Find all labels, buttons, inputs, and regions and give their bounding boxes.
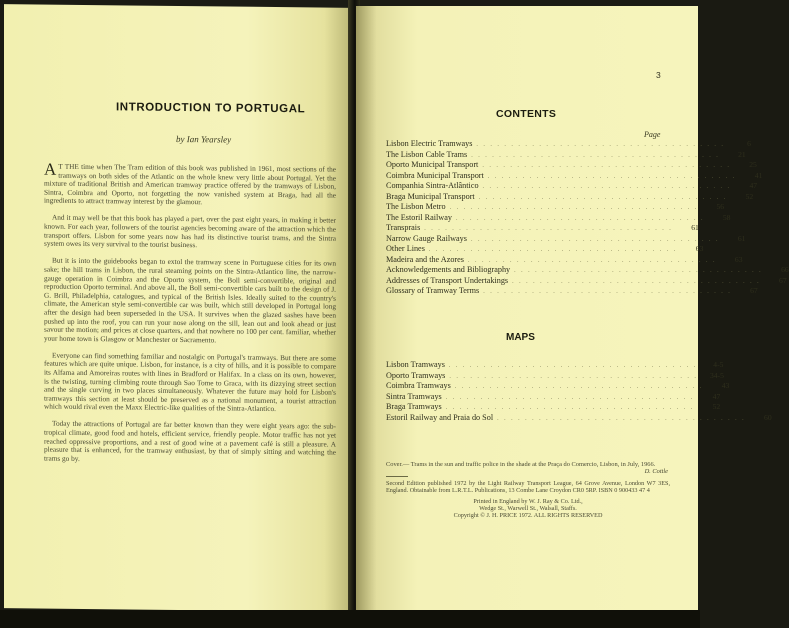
intro-title: INTRODUCTION TO PORTUGAL (116, 101, 306, 116)
maps-entry-label: Braga Tramways (386, 402, 442, 411)
leader-dots: . . . . . . . . . . . . . . . . . . . . . . . . . . . . . . . . . . . . (512, 278, 761, 285)
paragraph: But it is into the guidebooks began to extol the tramway scene in Portuguese cities for its own sake; the hill trams in Lisbon, the rural steaming points on the Sintra-Atlantico line, the narrow-gauge operation in Coimbra and the Oporto system, the Boll semi-convertible, original and reproduction Oporto terminal. And above all, the Boll semi-convertible cars built to the design of J. G. Brill, Philadelphia, catalogues, and typical of the British Isles. Ideally suited to the country's climate, the American style semi-convertible car was built, which still developed in Portugal long after the design had been superseded in the USA. It survives when the glazed sashes have been pushed up into the roof, you can run your nose along on the sill, lean out and look ahead or just savour the motion; and prices at close quarters, and that nowhere no 100 per cent. familiar, whether your home town is Glasgow or Manchester or Sacramento. (44, 256, 336, 345)
contents-entry-label: Narrow Gauge Railways (386, 233, 467, 243)
contents-entry (386, 191, 754, 203)
background-edge (0, 610, 700, 628)
contents-entry (386, 160, 757, 171)
intro-body (44, 159, 336, 475)
contents-list (386, 139, 789, 297)
contents-entry-label: Lisbon Electric Tramways (386, 139, 473, 148)
divider (386, 476, 408, 477)
maps-entry-page: 43 (721, 381, 730, 390)
maps-entry-page: 60 (764, 412, 772, 422)
leader-dots: . . . . . . . . . . . . . . . . . . . . . . . . . . . . . . . . . . . . (497, 415, 746, 422)
contents-entry (386, 233, 746, 245)
contents-entry-label: Braga Municipal Transport (386, 191, 475, 201)
left-page (4, 4, 352, 612)
page-number: 3 (656, 70, 661, 80)
imprint: Second Edition published 1972 by the Light Railway Transport League, 64 Grove Avenue, London W7 3ES, England. Obtainable from L.R.T.L. Publications, 13 Combe Lane Croydon CR0 5RP. ISBN 0 900433 47 4 (386, 480, 670, 495)
paragraph: And it may well be that this book has played a part, over the past eight years, in making it better known. For each year, followers of the tourist agencies becoming aware of the attraction which the transport offers. Lisbon for some years now has had its distinctive tourist trams, and the Sintra system owes its very survival to the tourist business. (44, 213, 336, 250)
maps-entry (386, 412, 772, 424)
maps-entry-label: Coimbra Tramways (386, 381, 451, 390)
contents-entry-label: Oporto Municipal Transport (386, 160, 479, 169)
contents-entry-page: 25 (749, 160, 757, 169)
contents-entry (386, 223, 699, 234)
cover-note: Cover.— Trams in the sun and traffic police in the shade at the Praça do Comercio, Lisbon, in July, 1966. (386, 461, 656, 468)
leader-dots: . . . . . . . . . . . . . . . . . . . . . . . . . . . . . . . . . . . . (487, 173, 737, 180)
contents-entry-page: 41 (754, 170, 763, 180)
contents-entry-label: Madeira and the Azores (386, 254, 464, 264)
paragraph: Everyone can find something familiar and nostalgic on Portugal's tramways. But there are some features which are quite unique. Lisbon, for instance, is a city of hills, and it is possible to compare its Alfama and Amoreiras routes with lines in Bradford or Halifax. In a class on its own, however, is the twisting, turning climbing route through Sao Tome to Graca, with its dizzying street section and the single curving in two places simultaneously. Whatever the future may hold for Lisbon's tramways this section at least should be preserved as a national monument, a tourist attraction which would rival even the Maxx Electric-like qualities of the Sintra-Atlantico. (44, 350, 336, 414)
leader-dots: . . . . . . . . . . . . . . . . . . . . . . . . . . . . . . . . . . . . (428, 247, 678, 253)
contents-entry-label: The Lisbon Metro (386, 202, 446, 211)
paragraph: Today the attractions of Portugal are far better known than they were eight years ago: the sub-tropical climate, good food and hotels, efficient service, friendly people. Motor traffic has not yet reached oppressive proportions, and a rest of good wine at a pavement café is still a pleasure. A pleasure that is enhanced, for the tramway enthusiast, by that of simply sitting and watching the trams go by. (44, 419, 336, 463)
contents-entry-label: Transprais (386, 223, 421, 232)
contents-entry (386, 265, 789, 276)
contents-entry-page: 47 (749, 181, 758, 190)
maps-list (386, 360, 772, 423)
maps-entry (386, 381, 730, 392)
leader-dots: . . . . . . . . . . . . . . . . . . . . . . . . . . . . . . . . . . . . (454, 384, 704, 390)
contents-entry-page: 61 (737, 233, 746, 243)
leader-dots: . . . . . . . . . . . . . . . . . . . . . . . . . . . . . . . . . . . . (448, 363, 698, 369)
maps-entry-label: Sintra Tramways (386, 391, 442, 401)
contents-entry-label: Coimbra Municipal Transport (386, 170, 484, 180)
contents-entry (386, 275, 787, 287)
maps-entry (386, 391, 721, 403)
maps-entry-label: Lisbon Tramways (386, 360, 445, 369)
contents-entry (386, 286, 758, 297)
contents-entry-label: Addresses of Transport Undertakings (386, 275, 509, 285)
leader-dots: . . . . . . . . . . . . . . . . . . . . . . . . . . . . . . . . . . . . (455, 215, 705, 222)
printer-info (386, 498, 670, 513)
contents-entry (386, 149, 746, 161)
contents-title: CONTENTS (496, 108, 557, 120)
cover-caption (386, 461, 668, 476)
byline: by Ian Yearsley (176, 133, 232, 145)
contents-entry-label: The Estoril Railway (386, 212, 452, 222)
contents-entry-label: Glossary of Tramway Terms (386, 286, 480, 295)
maps-title: MAPS (506, 332, 535, 343)
leader-dots: . . . . . . . . . . . . . . . . . . . . . . . . . . . . . . . . . . . . (514, 268, 763, 274)
contents-entry (386, 202, 725, 213)
leader-dots: . . . . . . . . . . . . . . . . . . . . . . . . . . . . . . . . . . . . (449, 373, 698, 380)
leader-dots: . . . . . . . . . . . . . . . . . . . . . . . . . . . . . . . . . . . . (482, 184, 732, 190)
leader-dots: . . . . . . . . . . . . . . . . . . . . . . . . . . . . . . . . . . . . (449, 205, 699, 211)
leader-dots: . . . . . . . . . . . . . . . . . . . . . . . . . . . . . . . . . . . . (483, 289, 732, 295)
printer-line: Wedge St., Warwell St., Walsall, Staffs. (479, 505, 577, 513)
leader-dots: . . . . . . . . . . . . . . . . . . . . . . . . . . . . . . . . . . . . (470, 236, 720, 243)
contents-entry-page: 56 (716, 202, 725, 211)
page-column-label: Page (644, 130, 661, 139)
copyright: Copyright © J. H. PRICE 1972. ALL RIGHTS RESERVED (453, 512, 603, 519)
contents-entry-label: Acknowledgements and Bibliography (386, 265, 511, 274)
right-page (356, 6, 789, 610)
leader-dots: . . . . . . . . . . . . . . . . . . . . . . . . . . . . . . . . . . . . (424, 226, 673, 232)
leader-dots: . . . . . . . . . . . . . . . . . . . . . . . . . . . . . . . . . . . . (476, 142, 725, 148)
maps-entry-page: 34-5 (709, 370, 724, 380)
contents-entry-label: The Lisbon Cable Trams (386, 149, 468, 159)
leader-dots: . . . . . . . . . . . . . . . . . . . . . . . . . . . . . . . . . . . . (478, 194, 728, 201)
paragraph-text: T THE time when The Tram edition of this book was published in 1961, most sections of the tramways on both sides of the Atlantic on the whole knew very little about Portugal. Yet the mixture of traditional British and American tramway practice offered by the tramways of Lisbon, Sintra, Coimbra and Oporto, not forgetting the now vanished system at Braga, had all the ingredients to attract tramway interest by the glamour. (44, 161, 336, 207)
contents-entry-page: 6 (747, 139, 751, 148)
contents-entry-label: Companhia Sintra-Atlântico (386, 181, 479, 190)
contents-entry (386, 244, 704, 255)
paragraph (44, 159, 336, 209)
contents-entry-page: 58 (722, 212, 731, 222)
contents-entry-page: 61 (691, 223, 699, 232)
leader-dots: . . . . . . . . . . . . . . . . . . . . . . . . . . . . . . . . . . . . (482, 163, 731, 169)
contents-entry-page: 63 (695, 244, 704, 253)
contents-entry-page: 63 (734, 254, 743, 264)
contents-entry-page: 21 (738, 149, 746, 159)
maps-entry-page: 52 (712, 402, 721, 411)
contents-entry-page: 67 (779, 275, 787, 285)
contents-entry-label: Other Lines (386, 244, 425, 253)
leader-dots: . . . . . . . . . . . . . . . . . . . . . . . . . . . . . . . . . . . . (467, 257, 717, 264)
contents-entry (386, 254, 743, 266)
dropcap: A (44, 159, 57, 179)
cover-credit: D. Cottle (644, 468, 668, 476)
contents-entry-page: 66 (781, 265, 789, 274)
leader-dots: . . . . . . . . . . . . . . . . . . . . . . . . . . . . . . . . . . . . (445, 394, 695, 401)
maps-entry (386, 360, 724, 371)
contents-entry (386, 212, 731, 224)
maps-entry-page: 47 (712, 391, 721, 401)
maps-entry-label: Estoril Railway and Praia do Sol (386, 412, 494, 422)
leader-dots: . . . . . . . . . . . . . . . . . . . . . . . . . . . . . . . . . . . . (471, 152, 720, 159)
maps-entry (386, 370, 724, 382)
contents-entry (386, 170, 763, 182)
maps-entry (386, 402, 721, 413)
contents-entry (386, 139, 751, 150)
contents-entry-page: 52 (745, 191, 754, 201)
leader-dots: . . . . . . . . . . . . . . . . . . . . . . . . . . . . . . . . . . . . (445, 405, 695, 411)
contents-entry (386, 181, 758, 192)
printer-line: Printed in England by W. J. Ray & Co. Ltd., (473, 498, 583, 505)
contents-entry-page: 67 (750, 286, 758, 295)
maps-entry-label: Oporto Tramways (386, 370, 446, 380)
maps-entry-page: 4-5 (713, 360, 724, 369)
